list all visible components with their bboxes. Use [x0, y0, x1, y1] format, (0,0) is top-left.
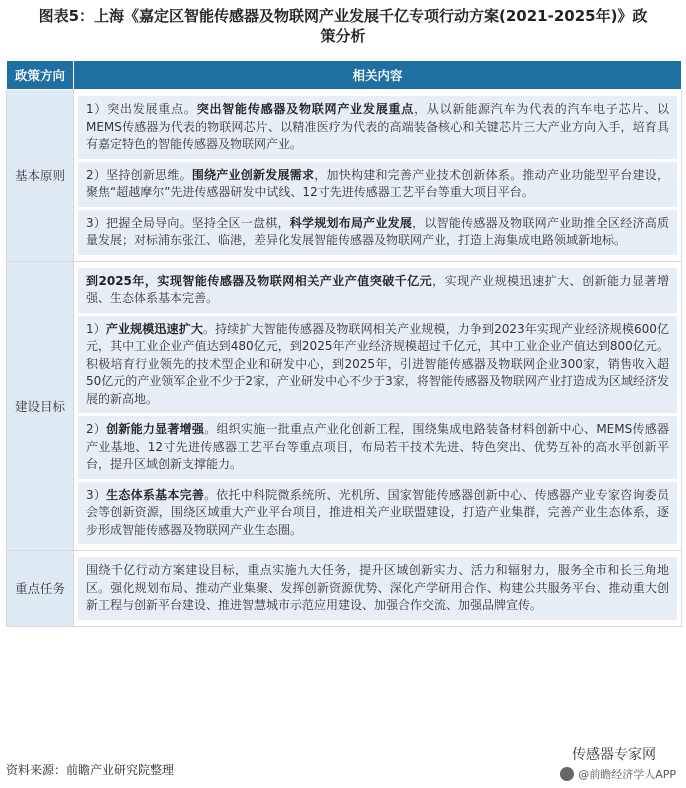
emphasis-text: 科学规划布局产业发展 — [289, 215, 413, 230]
body-text: 3）把握全局导向。坚持全区一盘棋， — [86, 215, 290, 230]
table-body — [7, 90, 682, 627]
content-paragraph — [78, 96, 677, 159]
table-row — [7, 551, 682, 627]
app-logo-icon — [560, 767, 574, 781]
body-text: 。持续扩大智能传感器及物联网相关产业规模，力争到2023年实现产业经济规模600亿元，其中工业企业产值达到480亿元，到2025年产业经济规模超过千亿元，其中工业企业产值达到800亿元。积极培育行业领先的技术型企业和研发中心，到2025年，引进智能传感器及物联网企业300家，销售收入超50亿元的产业领军企业不少于2家，产业研发中心不少于3家，将智能传感器及物联网产业打造成为区域经济发展的新高地。 — [86, 321, 669, 406]
content-paragraph — [78, 482, 677, 545]
table-row — [7, 90, 682, 262]
body-text: ，以智能传感器及物联网产业助推全区经济高质量发展；对标浦东张江、临港，差异化发展智能传感器及物联网产业，打造上海集成电路领域新地标。 — [86, 215, 669, 247]
source-note: 资料来源：前瞻产业研究院整理 — [6, 763, 175, 777]
body-text: ，从以新能源汽车为代表的汽车电子芯片、以MEMS传感器为代表的物联网芯片、以精准医疗为代表的高端装备核心和关键芯片三大产业方向入手，培育具有嘉定特色的智能传感器及物联网产业。 — [86, 102, 669, 151]
emphasis-text: 突出智能传感器及物联网产业发展重点 — [196, 102, 415, 116]
emphasis-text: 生态体系基本完善 — [106, 487, 205, 502]
table-header-row — [7, 61, 682, 90]
content-paragraph — [78, 162, 677, 207]
policy-content-cell — [74, 261, 682, 551]
policy-direction-cell: 重点任务 — [7, 551, 74, 627]
body-text: 。组织实施一批重点产业化创新工程，围绕集成电路装备材料创新中心、MEMS传感器产业基地、12寸先进传感器工艺平台等重点项目，布局若干技术先进、特色突出、优势互补的高水平创新平台，提升区域创新支撑能力。 — [86, 422, 669, 471]
body-text: 围绕千亿行动方案建设目标，重点实施九大任务，提升区域创新实力、活力和辐射力，服务全市和长三角地区。强化规划布局、推动产业集聚、发挥创新资源优势、深化产学研用合作、构建公共服务平台、推动重大创新工程与创新平台建设、推进智慧城市示范应用建设、加强合作交流、加强品牌宣传。 — [86, 563, 669, 612]
wechat-watermark: 传感器专家网 — [572, 747, 656, 763]
emphasis-text: 围绕产业创新发展需求 — [191, 167, 315, 182]
content-paragraph — [78, 416, 677, 479]
figure-title-line2: 策分析 — [320, 27, 366, 45]
content-paragraph — [78, 210, 677, 255]
content-paragraph — [78, 268, 677, 313]
body-text: ，实现产业规模迅速扩大、创新能力显著增强、生态体系基本完善。 — [86, 273, 669, 305]
emphasis-text: 创新能力显著增强 — [106, 422, 205, 436]
policy-direction-cell: 基本原则 — [7, 90, 74, 262]
body-text: 2） — [86, 422, 107, 436]
content-paragraph — [78, 316, 677, 414]
body-text: ，加快构建和完善产业技术创新体系。推动产业功能型平台建设，聚焦“超越摩尔”先进传感器研发中试线、12寸先进传感器工艺平台等重大项目平台。 — [86, 167, 669, 199]
table-row — [7, 261, 682, 551]
body-text: 1） — [86, 321, 106, 336]
figure-title — [0, 6, 686, 46]
policy-content-cell — [74, 551, 682, 627]
body-text: 1）突出发展重点。 — [86, 102, 197, 116]
policy-direction-cell: 建设目标 — [7, 261, 74, 551]
policy-content-cell — [74, 90, 682, 262]
app-watermark — [560, 766, 676, 782]
body-text: 3） — [86, 487, 107, 502]
body-text: 2）坚持创新思维。 — [86, 167, 192, 182]
content-paragraph — [78, 557, 677, 620]
column-header-direction: 政策方向 — [7, 61, 74, 90]
policy-table — [6, 60, 682, 627]
emphasis-text: 产业规模迅速扩大 — [105, 321, 203, 336]
column-header-content: 相关内容 — [74, 61, 682, 90]
app-watermark-text: @前瞻经济学人APP — [578, 768, 676, 781]
body-text: 。依托中科院微系统所、光机所、国家智能传感器创新中心、传感器产业专家咨询委员会等创新资源，围绕区域重大产业平台项目，推进相关产业联盟建设，打造产业集群，完善产业生态体系，逐步形成智能传感器及物联网产业生态圈。 — [86, 487, 669, 537]
figure-title-line1: 图表5：上海《嘉定区智能传感器及物联网产业发展千亿专项行动方案(2021-2025年)》政 — [38, 7, 648, 25]
emphasis-text: 到2025年，实现智能传感器及物联网相关产业产值突破千亿元 — [86, 273, 433, 288]
